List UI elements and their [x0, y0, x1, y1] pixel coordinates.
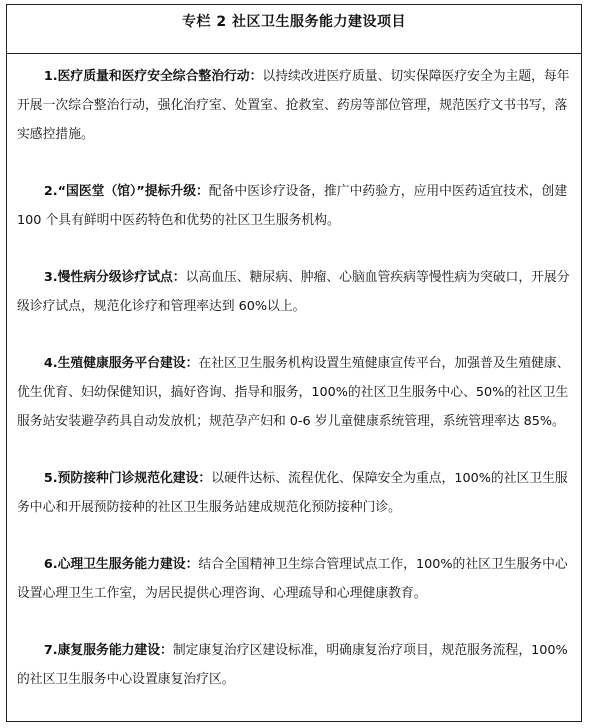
project-item-text: 在社区卫生服务机构设置生殖健康宣传平台，加强普及生殖健康、优生优育、妇幼保健知识，搞好咨询、指导和服务，100%的社区卫生服务中心、50%的社区卫生服务站安装避孕药具自动发放机；规范孕产妇和 0-6 岁儿童健康系统管理，系统管理率达 85%。	[17, 356, 570, 429]
project-item-title: 6.心理卫生服务能力建设：	[43, 557, 199, 572]
project-item-6	[17, 550, 571, 608]
project-box	[6, 4, 582, 722]
project-item-text: 结合全国精神卫生综合管理试点工作，100%的社区卫生服务中心设置心理卫生工作室，为居民提供心理咨询、心理疏导和心理健康教育。	[17, 557, 568, 601]
project-item-title: 2.“国医堂（馆）”提标升级：	[43, 184, 209, 199]
project-item-title: 5.预防接种门诊规范化建设：	[43, 471, 212, 486]
project-item-7	[17, 636, 571, 694]
project-item-3	[17, 263, 571, 321]
project-item-4	[17, 349, 571, 436]
project-item-text: 配备中医诊疗设备，推广中药验方，应用中医药适宜技术，创建 100 个具有鲜明中医药特色和优势的社区卫生服务机构。	[17, 184, 568, 228]
project-item-5	[17, 464, 571, 522]
box-title: 专栏 2 社区卫生服务能力建设项目	[7, 5, 581, 54]
project-item-text: 以高血压、糖尿病、肿瘤、心脑血管疾病等慢性病为突破口，开展分级诊疗试点，规范化诊疗和管理率达到 60%以上。	[17, 270, 570, 314]
project-item-1	[17, 62, 571, 149]
project-item-text: 以持续改进医疗质量、切实保障医疗安全为主题，每年开展一次综合整治行动，强化治疗室、处置室、抢救室、药房等部位管理，规范医疗文书书写，落实感控措施。	[17, 69, 570, 142]
project-item-2	[17, 177, 571, 235]
project-item-title: 1.医疗质量和医疗安全综合整治行动：	[43, 69, 263, 84]
project-item-title: 7.康复服务能力建设：	[43, 643, 173, 658]
project-item-text: 以硬件达标、流程优化、保障安全为重点，100%的社区卫生服务中心和开展预防接种的社区卫生服务站建成规范化预防接种门诊。	[17, 471, 568, 515]
project-item-title: 4.生殖健康服务平台建设：	[43, 356, 199, 371]
project-item-text: 制定康复治疗区建设标准，明确康复治疗项目，规范服务流程，100%的社区卫生服务中心设置康复治疗区。	[17, 643, 568, 687]
box-content	[7, 54, 581, 694]
project-item-title: 3.慢性病分级诊疗试点：	[43, 270, 186, 285]
